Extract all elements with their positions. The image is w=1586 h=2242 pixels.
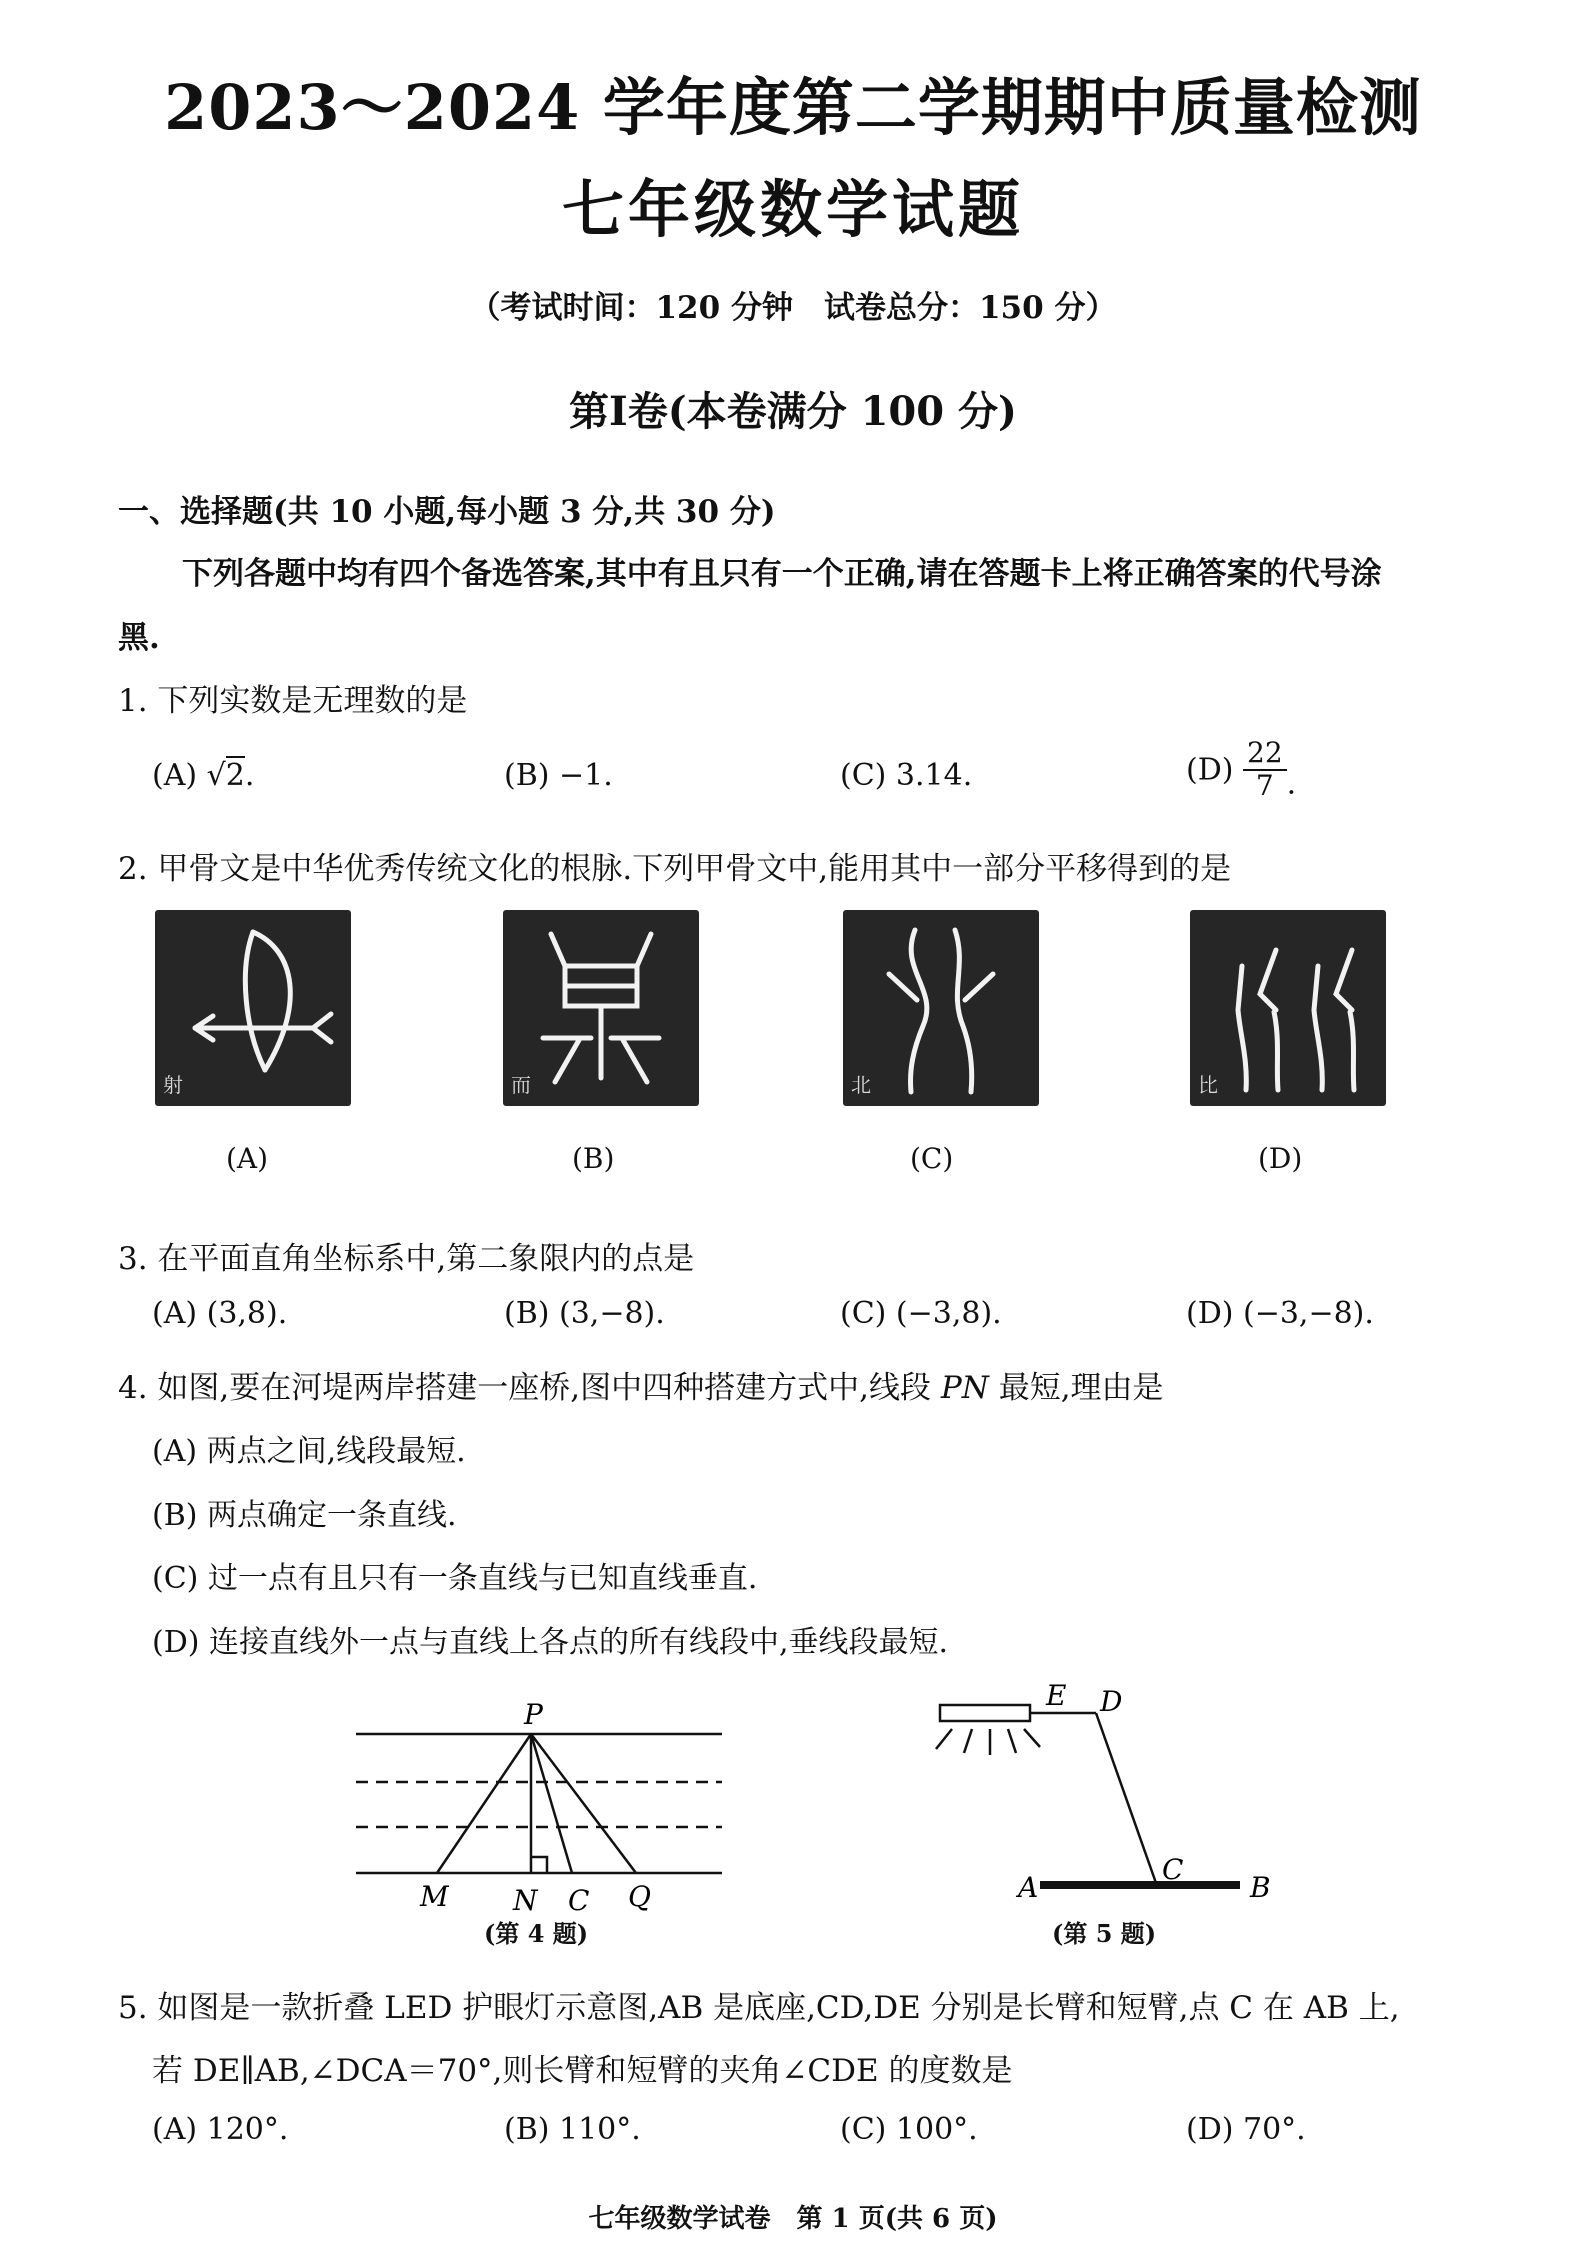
sqrt-icon: √ [206, 758, 226, 793]
figure-q5-caption: (第 5 题) [1052, 1919, 1157, 1948]
label-m: M [420, 1880, 449, 1913]
q1-option-d-end: . [1286, 766, 1297, 802]
q4-option-c: (C) 过一点有且只有一条直线与已知直线垂直. [152, 1561, 758, 1596]
q2-caption-b: (B) [572, 1142, 615, 1175]
exam-title: 2023～2024 学年度第二学期期中质量检测 [164, 71, 1422, 144]
q1-option-a-radicand: 2 [225, 758, 245, 793]
glyph-tag: 射 [163, 1073, 183, 1097]
label-e: E [1046, 1679, 1067, 1712]
fraction-numerator: 22 [1243, 738, 1287, 771]
q2-caption-a: (A) [226, 1142, 269, 1175]
q5-option-c: (C) 100°. [840, 2112, 978, 2147]
label-c: C [568, 1884, 590, 1917]
q2-caption-c: (C) [910, 1142, 954, 1175]
q1-option-a-end: . [244, 758, 255, 793]
q3-stem: 3. 在平面直角坐标系中,第二象限内的点是 [118, 1241, 695, 1277]
q5-option-b: (B) 110°. [504, 2112, 641, 2147]
glyph-tag: 比 [1198, 1073, 1218, 1097]
q5-option-d: (D) 70°. [1186, 2112, 1306, 2147]
q1-option-d-label: (D) [1186, 752, 1243, 788]
light-ray [964, 1729, 972, 1753]
fraction [1243, 738, 1287, 802]
oracle-bone-bi-icon [1190, 910, 1386, 1106]
figure-q4-river-bridge [350, 1690, 730, 1950]
q1-option-c: (C) 3.14. [840, 758, 973, 793]
label-a: A [1018, 1871, 1039, 1904]
q1-option-a [152, 758, 254, 793]
q1-stem: 1. 下列实数是无理数的是 [118, 683, 468, 719]
q1-option-a-label: (A) [152, 758, 207, 793]
figure-q5-led-lamp [900, 1675, 1300, 1915]
glyph-tag: 而 [511, 1073, 531, 1097]
light-ray [936, 1729, 952, 1749]
exam-info: （考试时间：120 分钟 试卷总分：150 分） [469, 290, 1117, 326]
q1-option-d [1186, 738, 1296, 802]
label-p: P [524, 1698, 543, 1731]
oracle-bone-er-icon [503, 910, 699, 1106]
lamp-head [940, 1705, 1030, 1721]
q5-stem-line2: 若 DE∥AB,∠DCA＝70°,则长臂和短臂的夹角∠CDE 的度数是 [152, 2053, 1013, 2089]
q4-option-b: (B) 两点确定一条直线. [152, 1498, 457, 1533]
right-angle-mark [531, 1857, 547, 1873]
label-b: B [1250, 1871, 1271, 1904]
q4-stem-var: PN [940, 1370, 989, 1406]
q3-option-b: (B) (3,−8). [504, 1296, 665, 1331]
q3-option-d: (D) (−3,−8). [1186, 1296, 1374, 1331]
section-heading: 一、选择题(共 10 小题,每小题 3 分,共 30 分) [118, 494, 776, 530]
q1-option-b: (B) −1. [504, 758, 613, 793]
glyph-tag: 北 [851, 1073, 871, 1097]
figure-q4-caption: (第 4 题) [484, 1919, 589, 1948]
oracle-bone-she-icon [155, 910, 351, 1106]
q4-option-d: (D) 连接直线外一点与直线上各点的所有线段中,垂线段最短. [152, 1625, 949, 1660]
q5-stem-line1: 5. 如图是一款折叠 LED 护眼灯示意图,AB 是底座,CD,DE 分别是长臂和短臂,点 C 在 AB 上, [118, 1990, 1400, 2026]
q2-stem: 2. 甲骨文是中华优秀传统文化的根脉.下列甲骨文中,能用其中一部分平移得到的是 [118, 851, 1232, 887]
segment-pq [531, 1734, 636, 1873]
q4-stem-post: 最短,理由是 [988, 1370, 1164, 1406]
label-c: C [1162, 1853, 1184, 1886]
section-instruction-line1: 下列各题中均有四个备选答案,其中有且只有一个正确,请在答题卡上将正确答案的代号涂 [182, 556, 1382, 592]
label-n: N [513, 1884, 538, 1917]
q4-stem [118, 1362, 1164, 1407]
exam-subtitle: 七年级数学试题 [561, 173, 1024, 246]
light-ray [1024, 1729, 1040, 1747]
q2-caption-d: (D) [1258, 1142, 1303, 1175]
long-arm-cd [1096, 1713, 1156, 1883]
light-ray [1008, 1729, 1016, 1753]
q5-option-a: (A) 120°. [152, 2112, 289, 2147]
oracle-bone-bei-icon [843, 910, 1039, 1106]
section-instruction-line2: 黑. [118, 620, 160, 656]
part-title: 第Ⅰ卷(本卷满分 100 分) [569, 388, 1017, 435]
q3-option-c: (C) (−3,8). [840, 1296, 1002, 1331]
q4-stem-pre: 4. 如图,要在河堤两岸搭建一座桥,图中四种搭建方式中,线段 [118, 1370, 941, 1406]
segment-pm [437, 1734, 531, 1873]
fraction-denominator: 7 [1255, 768, 1274, 802]
q4-option-a: (A) 两点之间,线段最短. [152, 1434, 466, 1469]
q3-option-a: (A) (3,8). [152, 1296, 288, 1331]
label-d: D [1100, 1685, 1123, 1718]
label-q: Q [628, 1880, 651, 1913]
segment-pc [531, 1734, 572, 1873]
page-footer: 七年级数学试卷 第 1 页(共 6 页) [588, 2204, 998, 2234]
